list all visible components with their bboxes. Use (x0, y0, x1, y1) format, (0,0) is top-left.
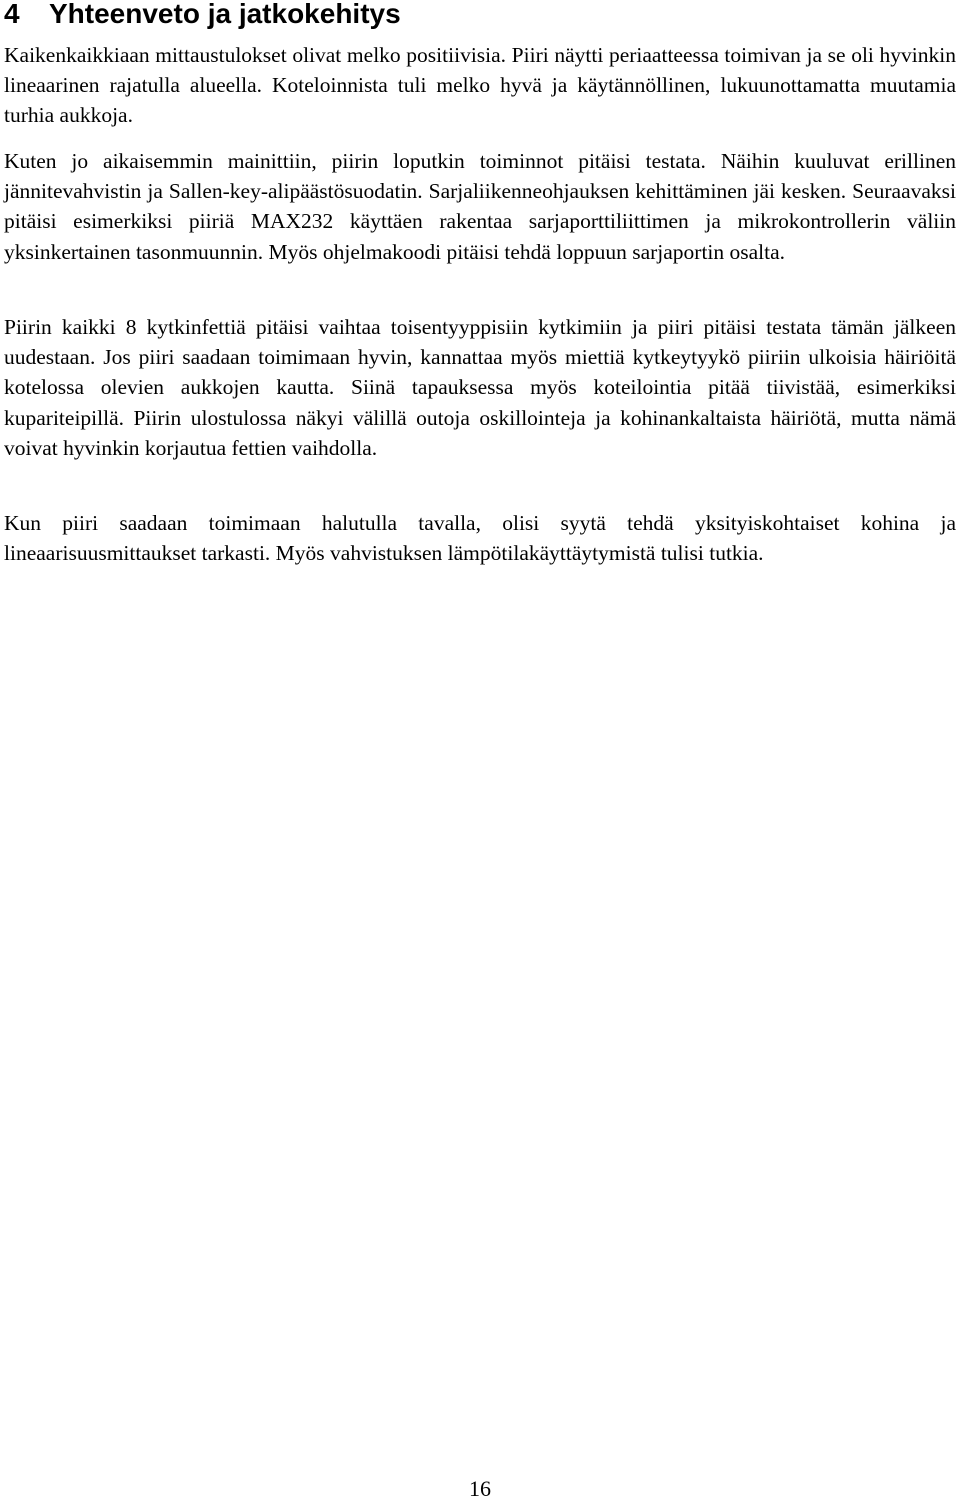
page-content (4, 0, 956, 566)
section-number: 4 (4, 0, 20, 29)
page-number: 16 (469, 1476, 491, 1501)
paragraph-results-summary: Kaikenkaikkiaan mittaustulokset olivat melko positiivisia. Piiri näytti periaatteessa toimivan ja se oli hyvinkin lineaarinen rajatulla alueella. Koteloinnista tuli melko hyvä ja käytännöllinen, lukuunottamatta muutamia turhia aukkoja. (4, 43, 956, 128)
paragraph-switch-replacement: Piirin kaikki 8 kytkinfettiä pitäisi vaihtaa toisentyyppisiin kytkimiin ja piiri pitäisi testata tämän jälkeen uudestaan. Jos piiri saadaan toimimaan hyvin, kannattaa myös miettiä kytkeytyykö piiriin ulkoisia häiriöitä kotelossa olevien aukkojen kautta. Siinä tapauksessa myös koteilointia pitää tiivistää, esimerkiksi kupariteipillä. Piirin ulostulossa näkyi välillä outoja oskillointeja ja kohinankaltaista häiriötä, mutta nämä voivat hyvinkin korjautua fettien vaihdolla. (4, 315, 956, 460)
paragraph-detailed-measurements: Kun piiri saadaan toimimaan halutulla tavalla, olisi syytä tehdä yksityiskohtaiset kohina ja lineaarisuusmittaukset tarkasti. Myös vahvistuksen lämpötilakäyttäytymistä tulisi tutkia. (4, 511, 956, 566)
section-heading (4, 0, 956, 30)
section-title: Yhteenveto ja jatkokehitys (49, 0, 401, 29)
paragraph-remaining-tests: Kuten jo aikaisemmin mainittiin, piirin loputkin toiminnot pitäisi testata. Näihin kuuluvat erillinen jännitevahvistin ja Sallen-key-alipäästösuodatin. Sarjaliikenneohjauksen kehittäminen jäi kesken. Seuraavaksi pitäisi esimerkiksi piiriä MAX232 käyttäen rakentaa sarjaporttiliittimen ja mikrokontrollerin väliin yksinkertainen tasonmuunnin. Myös ohjelmakoodi pitäisi tehdä loppuun sarjaportin osalta. (4, 149, 956, 264)
